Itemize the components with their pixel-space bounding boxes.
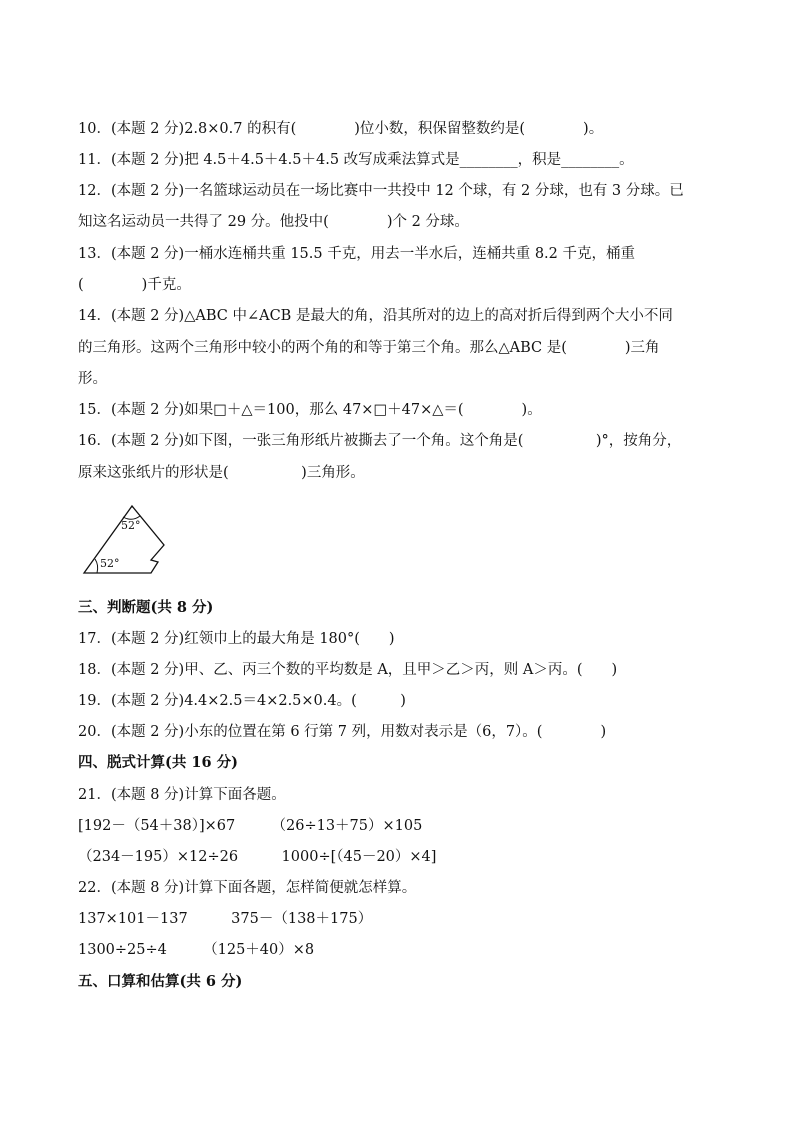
line-q14c: 形。 xyxy=(78,371,107,387)
torn-triangle-figure xyxy=(80,502,170,578)
line-q22-row2: 1300÷25÷4 （125＋40）×8 xyxy=(78,942,315,958)
bottom-angle-arc xyxy=(95,559,98,573)
line-q12a: 12．(本题 2 分)一名篮球运动员在一场比赛中一共投中 12 个球，有 2 分球，也有 3 分球。已 xyxy=(78,183,684,199)
line-q19: 19．(本题 2 分)4.4×2.5＝4×2.5×0.4。( ) xyxy=(78,693,406,709)
line-q22-row1: 137×101－137 375－（138＋175） xyxy=(78,911,373,927)
line-q15: 15．(本题 2 分)如果□＋△＝100，那么 47×□＋47×△＝( )。 xyxy=(78,402,542,418)
line-q12b: 知这名运动员一共得了 29 分。他投中( )个 2 分球。 xyxy=(78,214,469,230)
line-q13a: 13．(本题 2 分)一桶水连桶共重 15.5 千克，用去一半水后，连桶共重 8.2 千克，桶重 xyxy=(78,246,635,262)
line-q10: 10．(本题 2 分)2.8×0.7 的积有( )位小数，积保留整数约是( )。 xyxy=(78,121,604,137)
line-q16b: 原来这张纸片的形状是( )三角形。 xyxy=(78,465,365,481)
section-3-heading: 三、判断题(共 8 分) xyxy=(78,599,214,616)
line-q17: 17．(本题 2 分)红领巾上的最大角是 180°( ) xyxy=(78,631,395,647)
line-q11: 11．(本题 2 分)把 4.5＋4.5＋4.5＋4.5 改写成乘法算式是________，积是________。 xyxy=(78,152,634,168)
line-q13b: ( )千克。 xyxy=(78,277,191,293)
line-q14b: 的三角形。这两个三角形中较小的两个角的和等于第三个角。那么△ABC 是( )三角 xyxy=(78,340,660,356)
line-q14a: 14．(本题 2 分)△ABC 中∠ACB 是最大的角，沿其所对的边上的高对折后得到两个大小不同 xyxy=(78,308,673,324)
line-q20: 20．(本题 2 分)小东的位置在第 6 行第 7 列，用数对表示是（6，7）。( ) xyxy=(78,724,607,740)
section-5-heading: 五、口算和估算(共 6 分) xyxy=(78,973,243,990)
line-q22: 22．(本题 8 分)计算下面各题，怎样简便就怎样算。 xyxy=(78,880,417,896)
section-4-heading: 四、脱式计算(共 16 分) xyxy=(78,754,238,771)
line-q21: 21．(本题 8 分)计算下面各题。 xyxy=(78,787,286,803)
line-q21-row1: [192－（54＋38）]×67 （26÷13＋75）×105 xyxy=(78,818,423,834)
top-angle-label: 52° xyxy=(121,519,141,532)
line-q18: 18．(本题 2 分)甲、乙、丙三个数的平均数是 A，且甲＞乙＞丙，则 A＞丙。( ) xyxy=(78,662,618,678)
torn-triangle-shape xyxy=(84,506,164,573)
bottom-angle-label: 52° xyxy=(100,557,120,570)
line-q16a: 16．(本题 2 分)如下图，一张三角形纸片被撕去了一个角。这个角是( )°，按角分， xyxy=(78,433,682,449)
line-q21-row2: （234－195）×12÷26 1000÷[（45－20）×4] xyxy=(78,849,437,865)
